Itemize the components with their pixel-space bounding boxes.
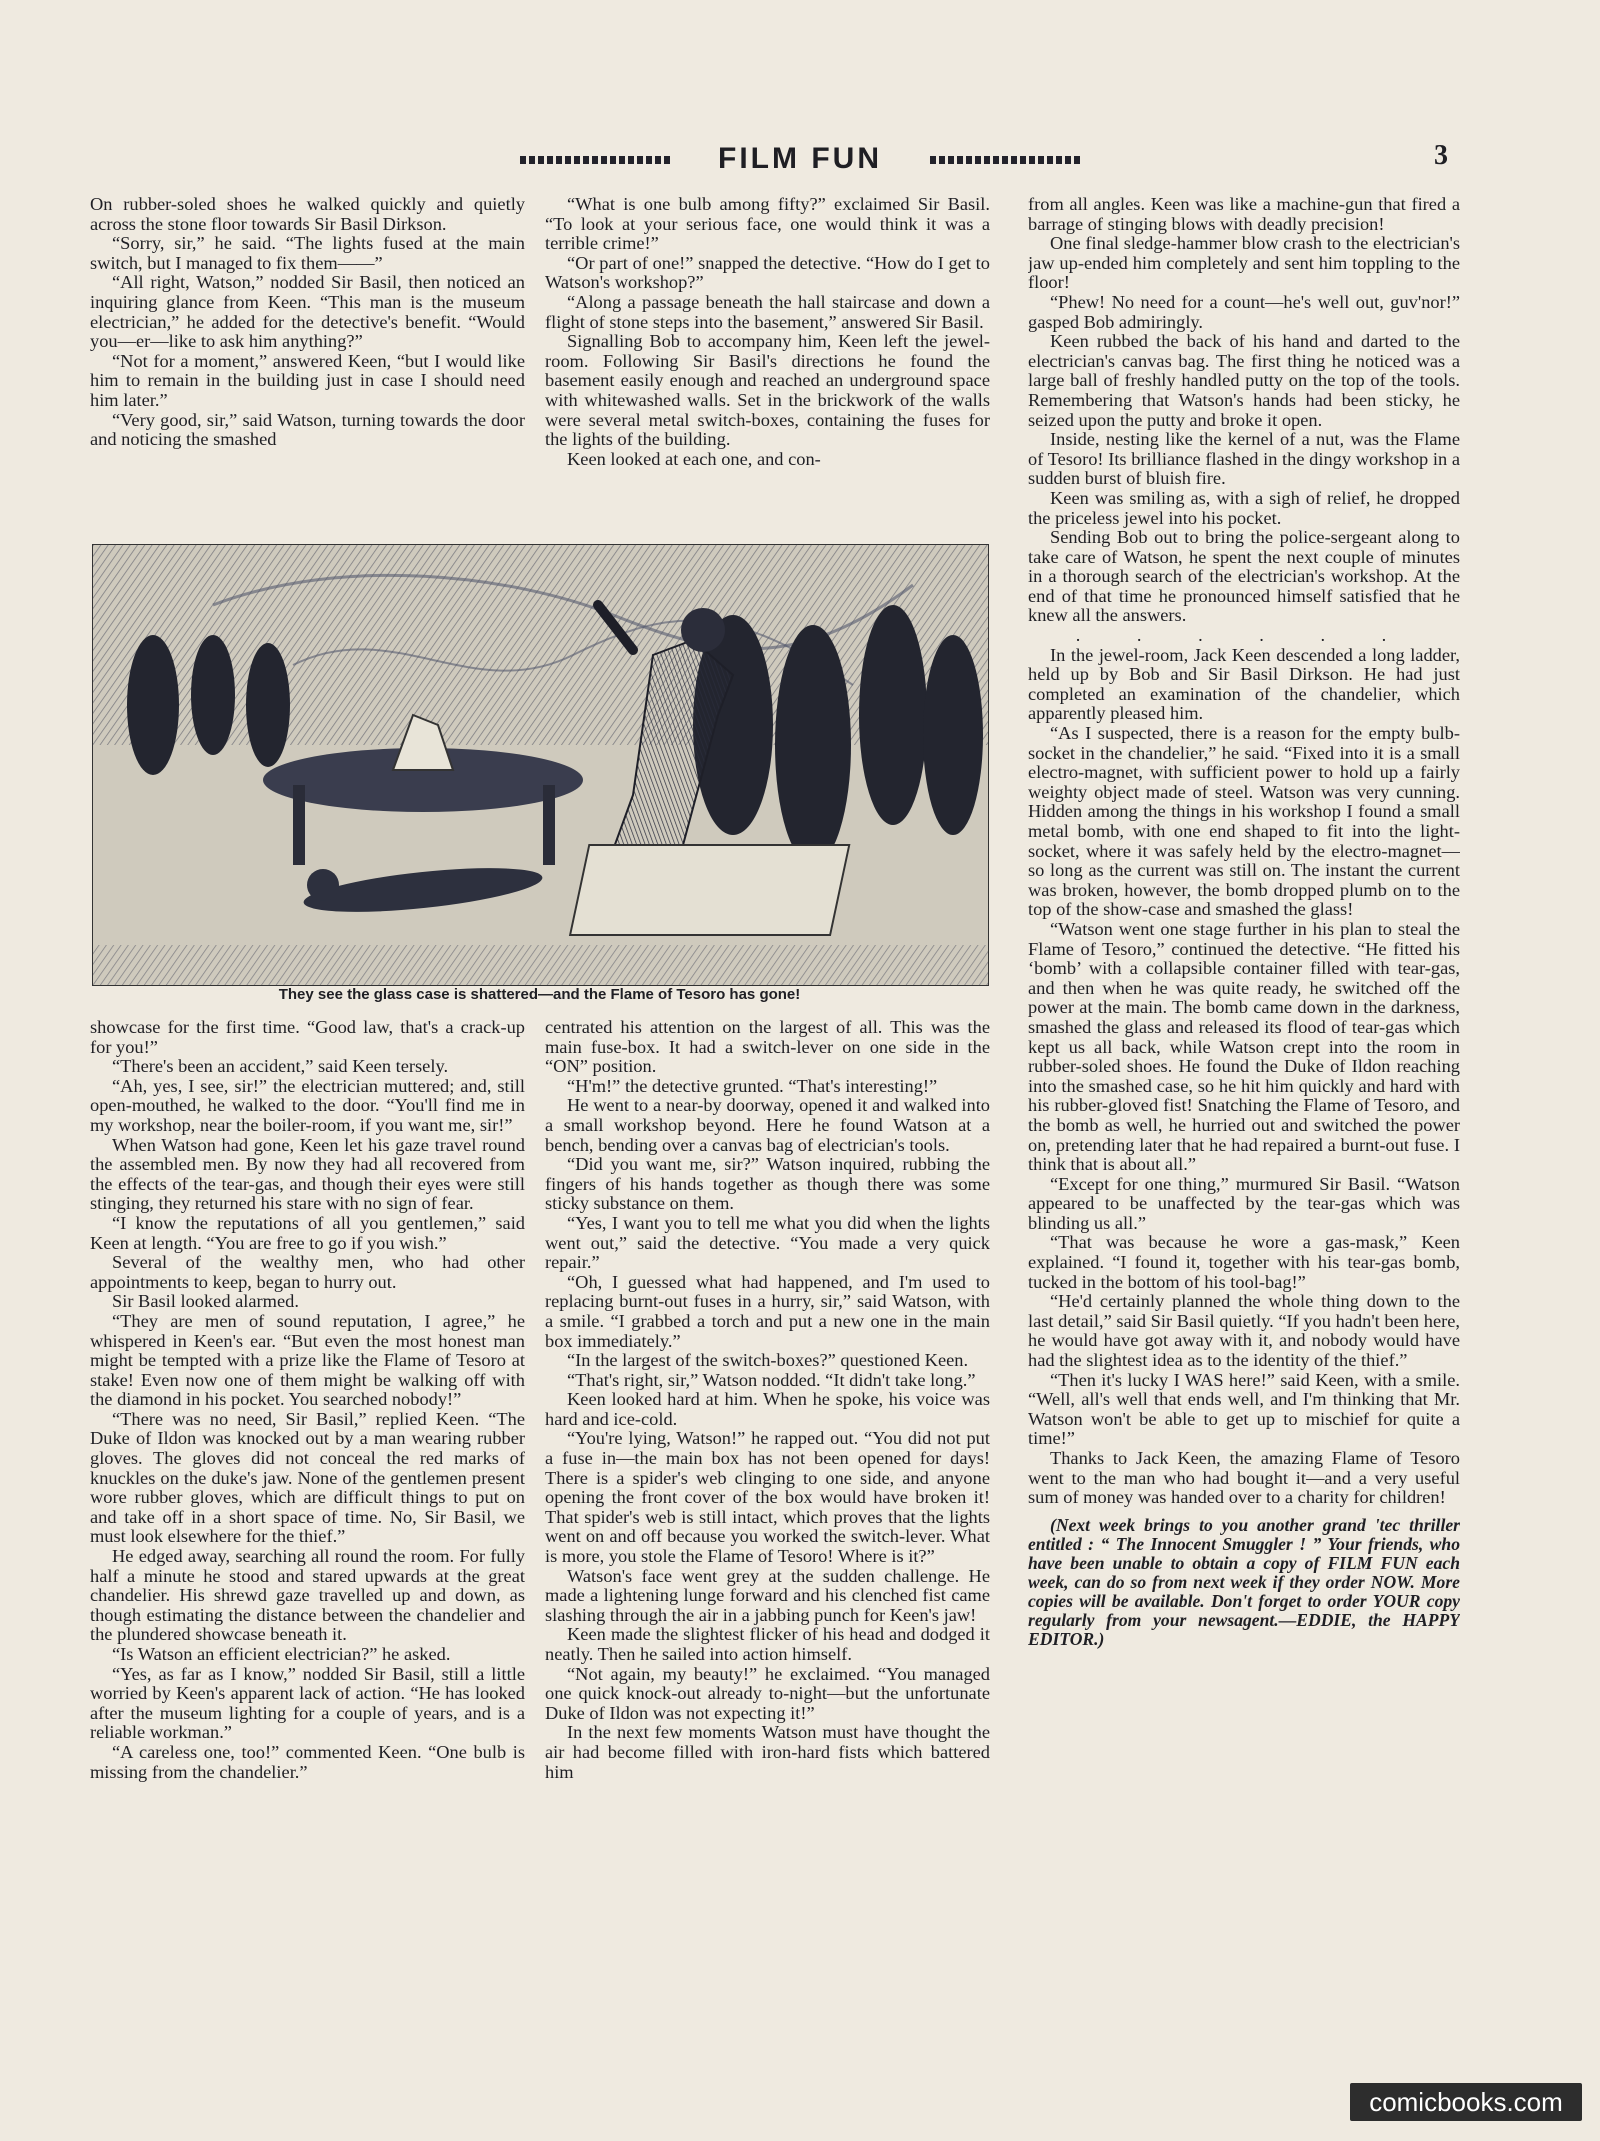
paragraph: Signalling Bob to accompany him, Keen left the jewel-room. Following Sir Basil's directions he found the basement easily enough and reached an underground space with whitewashed walls. Set in the brickwork of the walls were several metal switch-boxes, containing the fuses for the lights of the building.: [545, 331, 990, 450]
paragraph: “Yes, I want you to tell me what you did when the lights went out,” said the detective. “You made a very quick repair.”: [545, 1212, 990, 1273]
paragraph: “Sorry, sir,” he said. “The lights fused at the main switch, but I managed to fix them——”: [90, 233, 525, 273]
masthead-rule-left: [520, 156, 670, 164]
illustration-drawing: [93, 545, 988, 985]
paragraph: “Not for a moment,” answered Keen, “but I would like him to remain in the building just in case I should need him later.”: [90, 350, 525, 410]
paragraph: “Or part of one!” snapped the detective. “How do I get to Watson's workshop?”: [545, 252, 990, 293]
paragraph: “There's been an accident,” said Keen tersely.: [112, 1056, 449, 1077]
paragraph: “Yes, as far as I know,” nodded Sir Basil, still a little worried by Keen's apparent lack of action. “He has looked after the museum lighting for a couple of years, and is a reliable workman.”: [90, 1663, 525, 1743]
paragraph: Keen was smiling as, with a sigh of relief, he dropped the priceless jewel into his pocket.: [1028, 487, 1460, 528]
paragraph: Inside, nesting like the kernel of a nut, was the Flame of Tesoro! Its brilliance flashed in the dingy workshop in a sudden burst of bluish fire.: [1028, 429, 1460, 489]
paragraph: “H'm!” the detective grunted. “That's interesting!”: [567, 1075, 938, 1096]
paragraph: Several of the wealthy men, who had other appointments to keep, began to hurry out.: [90, 1252, 525, 1292]
paragraph: In the jewel-room, Jack Keen descended a long ladder, held up by Bob and Sir Basil Dirkson. He had just completed an examination of the chandelier, which apparently pleased him.: [1028, 644, 1460, 724]
paragraph: Keen made the slightest flicker of his head and dodged it neatly. Then he sailed into action himself.: [545, 1624, 990, 1664]
paragraph: Sir Basil looked alarmed.: [112, 1291, 299, 1312]
paragraph: “Oh, I guessed what had happened, and I'm used to replacing burnt-out fuses in a hurry, sir,” said Watson, with a smile. “I grabbed a torch and put a new one in the main box immediately.”: [545, 1271, 990, 1351]
paragraph: When Watson had gone, Keen let his gaze travel round the assembled men. By now they had all recovered from the effects of the tear-gas, and though their eyes were still stinging, they returned his stare with no sign of fear.: [90, 1134, 525, 1214]
paragraph: “All right, Watson,” nodded Sir Basil, then noticed an inquiring glance from Keen. “This man is the museum electrician,” he added for the detective's benefit. “Would you—er—like to ask him anything?”: [90, 272, 525, 352]
paragraph: “Along a passage beneath the hall staircase and down a flight of stone steps into the basement,” answered Sir Basil.: [545, 291, 990, 332]
section-break: . . . . . .: [1075, 625, 1413, 646]
paragraph: “Except for one thing,” murmured Sir Basil. “Watson appeared to be unaffected by the tear-gas which was blinding us all.”: [1028, 1173, 1460, 1233]
paragraph: “That's right, sir,” Watson nodded. “It didn't take long.”: [567, 1369, 976, 1390]
paragraph: “There was no need, Sir Basil,” replied Keen. “The Duke of Ildon was knocked out by a man wearing rubber gloves. The gloves did not conceal the red marks of knuckles on the duke's jaw. None of the gentlemen present wore rubber gloves, which are difficult things to put on and take off in a short space of time. No, Sir Basil, we must look elsewhere for the thief.”: [90, 1408, 525, 1547]
page-number: 3: [1434, 140, 1448, 171]
paragraph: Watson's face went grey at the sudden challenge. He made a lightening lunge forward and his clenched fist came slashing through the air in a jabbing punch for Keen's jaw!: [545, 1565, 990, 1625]
paragraph: “Is Watson an efficient electrician?” he asked.: [112, 1644, 451, 1664]
paragraph: “They are men of sound reputation, I agree,” he whispered in Keen's ear. “But even the most honest man might be tempted with a prize like the Flame of Tesoro at stake! Even now one of them might be walking off with the diamond in his pocket. You searched nobody!”: [90, 1310, 525, 1410]
column-2-top: [545, 195, 990, 525]
paragraph: “As I suspected, there is a reason for the empty bulb-socket in the chandelier,” he said. “Fixed into it is a small electro-magnet, with sufficient power to hold up a fairly weighty object made of steel. Watson was very cunning. Hidden among the things in his workshop I found a small metal bomb, with one end shaped to fit into the light-socket, where it was safely held by the electro-magnet—so long as the current was still on. The instant the current was broken, however, the bomb dropped plumb on to the top of the show-case and smashed the glass!: [1028, 723, 1460, 920]
story-illustration: [92, 544, 989, 986]
masthead: [520, 142, 1080, 178]
paragraph: “Not again, my beauty!” he exclaimed. “You managed one quick knock-out already to-night—but the unfortunate Duke of Ildon was not expecting it!”: [545, 1663, 990, 1723]
paragraph: Keen looked hard at him. When he spoke, his voice was hard and ice-cold.: [545, 1389, 990, 1429]
paragraph: “He'd certainly planned the whole thing down to the last detail,” said Sir Basil quietly. “If you hadn't been here, he would have got away with it, and nobody would have had the slightest idea as to the identity of the thief.”: [1028, 1291, 1460, 1371]
column-1-top: [90, 195, 525, 525]
paragraph: “Ah, yes, I see, sir!” the electrician muttered; and, still open-mouthed, he walked to the door. “You'll find me in my workshop, near the boiler-room, if you want me, sir!”: [90, 1075, 525, 1135]
paragraph: “That was because he wore a gas-mask,” Keen explained. “I found it, together with his tear-gas bomb, tucked in the bottom of his tool-bag!”: [1028, 1232, 1460, 1292]
paragraph: “Phew! No need for a count—he's well out, guv'nor!” gasped Bob admiringly.: [1028, 291, 1460, 332]
illustration-caption: They see the glass case is shattered—and the Flame of Tesoro has gone!: [278, 986, 801, 1003]
paragraph: One final sledge-hammer blow crash to the electrician's jaw up-ended him completely and sent him toppling to the floor!: [1028, 233, 1460, 293]
paragraph: “Watson went one stage further in his plan to steal the Flame of Tesoro,” continued the detective. “He fitted his ‘bomb’ with a collapsible container filled with tear-gas, and then when he was quite ready, he switched off the power at the main. The bomb came down in the darkness, smashed the glass and released its flood of tear-gas which kept us all back, while Watson crept into the room in rubber-soled shoes. He found the Duke of Ildon reaching into the smashed case, so he hit him quickly and hard with his rubber-gloved fist! Snatching the Flame of Tesoro, and the bomb as well, he hurried out and switched the power on, pretending later that he had repaired a burnt-out fuse. I think that is about all.”: [1028, 918, 1460, 1175]
paragraph: “You're lying, Watson!” he rapped out. “You did not put a fuse in—the main box has not been opened for days! There is a spider's web clinging to one side, and anyone opening the front cover of the box would have broken it! That spider's web is still intact, which proves that the lights went on and off because you worked the switch-lever. What is more, you stole the Flame of Tesoro! Where is it?”: [545, 1428, 990, 1567]
watermark: comicbooks.com: [1350, 2083, 1582, 2121]
paragraph: centrated his attention on the largest of all. This was the main fuse-box. It had a switch-lever on one side in the “ON” position.: [545, 1018, 990, 1077]
paragraph: Sending Bob out to bring the police-sergeant along to take care of Watson, he spent the next couple of minutes in a thorough search of the electrician's workshop. At the end of that time he pronounced himself satisfied that he knew all the answers.: [1028, 527, 1460, 626]
paragraph: “What is one bulb among fifty?” exclaimed Sir Basil. “To look at your serious face, one would think it was a terrible crime!”: [545, 195, 990, 254]
paragraph: Keen looked at each one, and con-: [567, 448, 821, 469]
paragraph: In the next few moments Watson must have thought the air had become filled with iron-hard fists which battered him: [545, 1722, 990, 1782]
paragraph: He edged away, searching all round the room. For fully half a minute he stood and stared upwards at the great chandelier. His shrewd gaze travelled up and down, as though estimating the distance between the chandelier and the plundered showcase beneath it.: [90, 1546, 525, 1645]
paragraph: “In the largest of the switch-boxes?” questioned Keen.: [567, 1350, 969, 1371]
paragraph: “Then it's lucky I WAS here!” said Keen, with a smile. “Well, all's well that ends well, and I'm thinking that Mr. Watson won't be able to get up to mischief for quite a time!”: [1028, 1369, 1460, 1449]
paragraph: “Very good, sir,” said Watson, turning towards the door and noticing the smashed: [90, 409, 525, 450]
paragraph: from all angles. Keen was like a machine-gun that fired a barrage of stinging blows with deadly precision!: [1028, 195, 1460, 234]
column-2-bottom: [545, 1018, 990, 1938]
column-3: [1028, 195, 1460, 1935]
paragraph: He went to a near-by doorway, opened it and walked into a small workshop beyond. Here he found Watson at a bench, bending over a canvas bag of electrician's tools.: [545, 1095, 990, 1155]
paragraph: showcase for the first time. “Good law, that's a crack-up for you!”: [90, 1018, 525, 1057]
magazine-title: FILM FUN: [718, 142, 882, 175]
editor-note: (Next week brings to you another grand 'tec thriller entitled : “ The Innocent Smuggler ! ” Your friends, who have been unable to obtain a copy of FILM FUN each week, can do so from next week if they order NOW. More copies will be available. Don't forget to order YOUR copy regularly from your newsagent.—EDDIE, the HAPPY EDITOR.): [1028, 1514, 1460, 1649]
paragraph: Keen rubbed the back of his hand and darted to the electrician's canvas bag. The first thing he noticed was a large ball of freshly handled putty on the top of the tools. Remembering that Watson's hands had been sticky, he seized upon the putty and broke it open.: [1028, 331, 1460, 430]
column-1-bottom: [90, 1018, 525, 1938]
paragraph: Thanks to Jack Keen, the amazing Flame of Tesoro went to the man who had bought it—and a very useful sum of money was handed over to a charity for children!: [1028, 1448, 1460, 1508]
paragraph: “Did you want me, sir?” Watson inquired, rubbing the fingers of his hands together as though there was some sticky substance on them.: [545, 1154, 990, 1214]
paragraph: On rubber-soled shoes he walked quickly and quietly across the stone floor towards Sir Basil Dirkson.: [90, 195, 525, 234]
paragraph: “I know the reputations of all you gentlemen,” said Keen at length. “You are free to go if you wish.”: [90, 1212, 525, 1253]
masthead-rule-right: [930, 156, 1080, 164]
paragraph: “A careless one, too!” commented Keen. “One bulb is missing from the chandelier.”: [90, 1741, 525, 1782]
